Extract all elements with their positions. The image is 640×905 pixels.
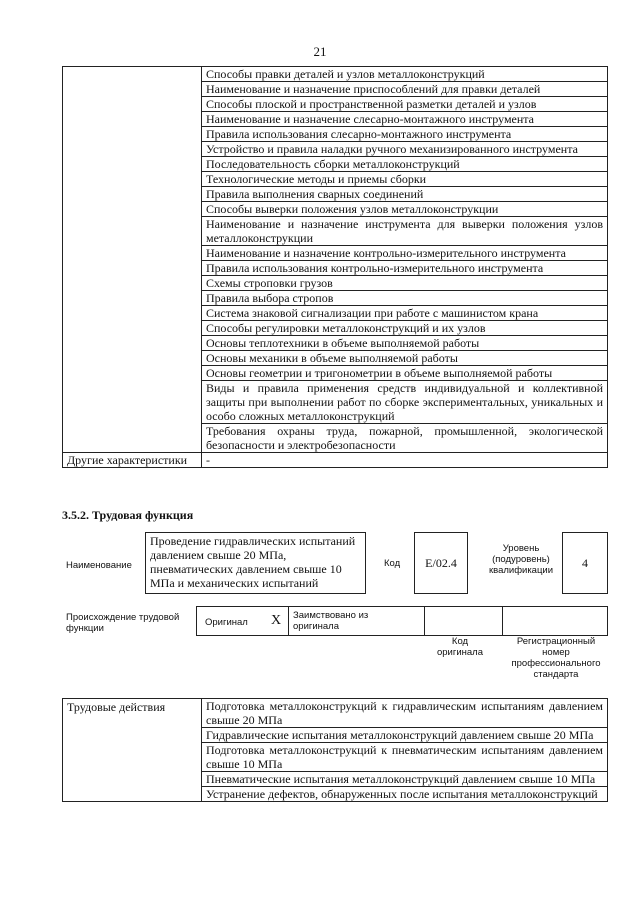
action-item: Подготовка металлоконструкций к гидравлическим испытаниям давлением свыше 20 МПа (202, 699, 608, 728)
name-label: Наименование (66, 560, 132, 571)
table-row (63, 67, 608, 82)
knowledge-item: Наименование и назначение контрольно-измерительного инструмента (202, 246, 608, 261)
origin-divider (424, 607, 425, 635)
knowledge-item: Правила выполнения сварных соединений (202, 187, 608, 202)
other-characteristics-value: - (202, 453, 608, 468)
code-value: E/02.4 (425, 555, 457, 570)
level-label: Уровень (подуровень) квалификации (488, 543, 554, 576)
level-box (562, 532, 608, 594)
reg-number-caption: Регистрационный номер профессионального стандарта (511, 636, 601, 680)
original-label: Оригинал (205, 617, 248, 628)
knowledge-table (62, 66, 608, 468)
action-item: Подготовка металлоконструкций к пневматическим испытаниям давлением свыше 10 МПа (202, 743, 608, 772)
knowledge-item: Устройство и правила наладки ручного механизированного инструмента (202, 142, 608, 157)
knowledge-item: Правила использования слесарно-монтажного инструмента (202, 127, 608, 142)
action-item: Пневматические испытания металлоконструкций давлением свыше 10 МПа (202, 772, 608, 787)
other-characteristics-label: Другие характеристики (63, 453, 202, 468)
knowledge-item: Основы механики в объеме выполняемой работы (202, 351, 608, 366)
origin-divider (288, 607, 289, 635)
knowledge-item: Способы регулировки металлоконструкций и их узлов (202, 321, 608, 336)
page-number: 21 (313, 44, 327, 59)
actions-label: Трудовые действия (63, 699, 202, 802)
actions-table (62, 698, 608, 802)
action-item: Гидравлические испытания металлоконструкций давлением свыше 20 МПа (202, 728, 608, 743)
code-box (414, 532, 468, 594)
borrowed-label: Заимствовано из оригинала (293, 610, 369, 632)
knowledge-item: Виды и правила применения средств индивидуальной и коллективной защиты при выполнении работ по сборке экспериментальных, уникальных и особо сложных металлоконструкций (202, 381, 608, 424)
knowledge-item: Основы геометрии и тригонометрии в объеме выполняемой работы (202, 366, 608, 381)
knowledge-item: Схемы строповки грузов (202, 276, 608, 291)
table-row (63, 453, 608, 468)
level-value: 4 (582, 555, 588, 570)
knowledge-item: Технологические методы и приемы сборки (202, 172, 608, 187)
knowledge-item: Способы плоской и пространственной разметки деталей и узлов (202, 97, 608, 112)
knowledge-item: Способы правки деталей и узлов металлоконструкций (202, 67, 608, 82)
code-caption: Код оригинала (436, 636, 483, 658)
code-label: Код (384, 558, 401, 569)
origin-box (196, 606, 608, 636)
table-row (63, 699, 608, 728)
knowledge-item: Требования охраны труда, пожарной, промышленной, экологической безопасности и электробезопасности (202, 424, 608, 453)
knowledge-item: Последовательность сборки металлоконструкций (202, 157, 608, 172)
knowledge-item: Система знаковой сигнализации при работе с машинистом крана (202, 306, 608, 321)
knowledge-item: Способы выверки положения узлов металлоконструкции (202, 202, 608, 217)
origin-label: Происхождение трудовой функции (66, 612, 180, 634)
original-mark: X (271, 613, 282, 628)
knowledge-item: Правила выбора стропов (202, 291, 608, 306)
origin-divider (502, 607, 503, 635)
knowledge-label-cell (63, 67, 202, 453)
knowledge-item: Правила использования контрольно-измерительного инструмента (202, 261, 608, 276)
knowledge-item: Наименование и назначение приспособлений для правки деталей (202, 82, 608, 97)
action-item: Устранение дефектов, обнаруженных после испытания металлоконструкций (202, 787, 608, 802)
section-title: 3.5.2. Трудовая функция (62, 508, 194, 522)
name-value: Проведение гидравлических испытаний давлением свыше 20 МПа, пневматических давлением свыше 10 МПа и механических испытаний (150, 534, 356, 590)
knowledge-item: Наименование и назначение инструмента для выверки положения узлов металлоконструкции (202, 217, 608, 246)
knowledge-item: Основы теплотехники в объеме выполняемой работы (202, 336, 608, 351)
knowledge-item: Наименование и назначение слесарно-монтажного инструмента (202, 112, 608, 127)
name-box (145, 532, 366, 594)
